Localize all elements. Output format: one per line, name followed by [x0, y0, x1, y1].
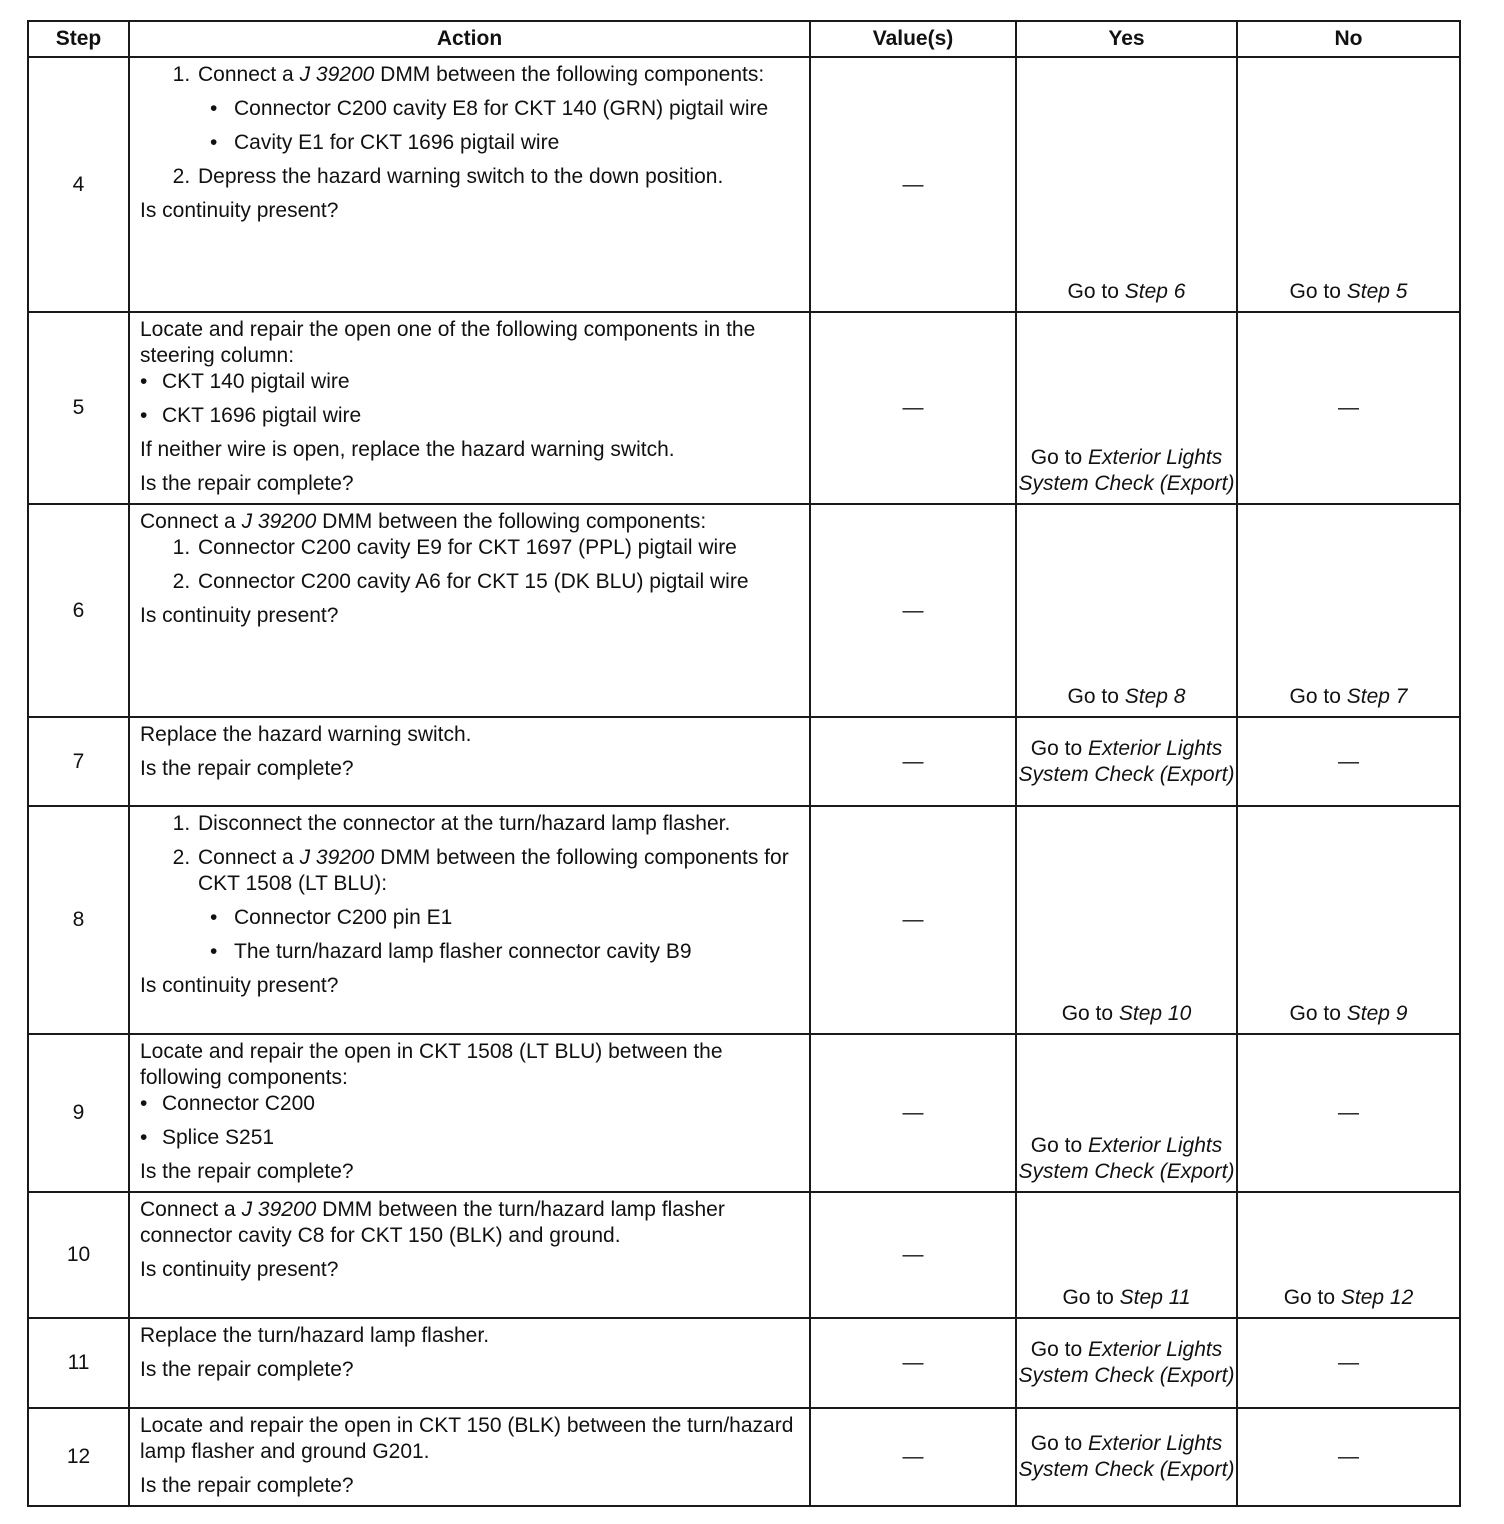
step-link[interactable]: Step 12 [1340, 1286, 1414, 1309]
step-number: 7 [28, 717, 129, 806]
action-text: Replace the hazard warning switch. [140, 723, 472, 746]
no-cell[interactable]: Go to Step 5 [1237, 57, 1460, 312]
action-cell [129, 57, 810, 312]
bullet-list [140, 1091, 799, 1151]
question-text: Is continuity present? [140, 1258, 339, 1281]
list-item: • Cavity E1 for CKT 1696 pigtail wire [232, 130, 799, 156]
header-step: Step [28, 21, 129, 57]
no-cell: — [1237, 1408, 1460, 1506]
value-cell: — [810, 1408, 1016, 1506]
table-row [28, 1318, 1460, 1408]
value-cell: — [810, 1034, 1016, 1192]
action-cell [129, 1318, 810, 1408]
list-item: 1. Disconnect the connector at the turn/hazard lamp flasher. [196, 811, 799, 837]
table-row [28, 1034, 1460, 1192]
step-link[interactable]: Step 5 [1346, 280, 1408, 303]
value-cell: — [810, 1192, 1016, 1318]
header-action: Action [129, 21, 810, 57]
header-row [28, 21, 1460, 57]
yes-cell[interactable]: Go to Step 10 [1016, 806, 1237, 1034]
list-item: • CKT 1696 pigtail wire [162, 403, 799, 429]
step-link[interactable]: Step 8 [1124, 685, 1186, 708]
question-text: Is the repair complete? [140, 472, 354, 495]
header-values: Value(s) [810, 21, 1016, 57]
question-text: Is the repair complete? [140, 757, 354, 780]
value-cell: — [810, 504, 1016, 717]
step-link[interactable]: Step 10 [1118, 1002, 1192, 1025]
step-link[interactable]: Step 7 [1346, 685, 1408, 708]
no-cell: — [1237, 1318, 1460, 1408]
bullet-list [198, 96, 799, 156]
action-text: Replace the turn/hazard lamp flasher. [140, 1324, 490, 1347]
list-item: 2. Connect a J 39200 DMM between the following components for CKT 1508 (LT BLU): • Connector C200 pin E1 • The turn/hazard lamp flasher connector cavity B9 [196, 845, 799, 965]
list-item: • The turn/hazard lamp flasher connector cavity B9 [232, 939, 799, 965]
question-text: Is the repair complete? [140, 1474, 354, 1497]
no-cell: — [1237, 312, 1460, 504]
action-cell [129, 717, 810, 806]
no-cell: — [1237, 717, 1460, 806]
value-cell: — [810, 717, 1016, 806]
step-number: 11 [28, 1318, 129, 1408]
step-link[interactable]: Step 6 [1124, 280, 1186, 303]
step-number: 8 [28, 806, 129, 1034]
question-text: Is the repair complete? [140, 1160, 354, 1183]
step-link[interactable]: Step 11 [1119, 1286, 1191, 1309]
table-row [28, 312, 1460, 504]
list-item: • CKT 140 pigtail wire [162, 369, 799, 395]
action-cell [129, 1034, 810, 1192]
action-text: Connect a J 39200 DMM between the following components: [140, 510, 707, 533]
table-row [28, 806, 1460, 1034]
question-text: Is continuity present? [140, 199, 339, 222]
list-item: 1. Connect a J 39200 DMM between the following components: • Connector C200 cavity E8 for CKT 140 (GRN) pigtail wire • Cavity E1 for CKT 1696 pigtail wire [196, 62, 799, 156]
exterior-lights-check-link[interactable]: Exterior Lights System Check (Export) [1018, 446, 1235, 495]
table-row [28, 504, 1460, 717]
yes-cell[interactable]: Go to Exterior Lights System Check (Export) [1016, 1318, 1237, 1408]
no-cell[interactable]: Go to Step 9 [1237, 806, 1460, 1034]
list-item: 2. Connector C200 cavity A6 for CKT 15 (DK BLU) pigtail wire [196, 569, 799, 595]
question-text: Is continuity present? [140, 604, 339, 627]
numbered-list [140, 811, 799, 965]
exterior-lights-check-link[interactable]: Exterior Lights System Check (Export) [1018, 1134, 1235, 1183]
action-text: Locate and repair the open one of the following components in the steering column: [140, 318, 756, 367]
tool-name: J 39200 [241, 510, 317, 533]
tool-name: J 39200 [299, 63, 375, 86]
list-item: • Connector C200 cavity E8 for CKT 140 (GRN) pigtail wire [232, 96, 799, 122]
yes-cell[interactable]: Go to Step 11 [1016, 1192, 1237, 1318]
list-item: • Connector C200 pin E1 [232, 905, 799, 931]
question-text: Is the repair complete? [140, 1358, 354, 1381]
table-row [28, 57, 1460, 312]
no-cell[interactable]: Go to Step 12 [1237, 1192, 1460, 1318]
step-number: 10 [28, 1192, 129, 1318]
action-cell [129, 1192, 810, 1318]
no-cell: — [1237, 1034, 1460, 1192]
action-text: If neither wire is open, replace the hazard warning switch. [140, 438, 675, 461]
table-row [28, 1408, 1460, 1506]
action-cell [129, 806, 810, 1034]
list-item: 1. Connector C200 cavity E9 for CKT 1697 (PPL) pigtail wire [196, 535, 799, 561]
list-item: • Connector C200 [162, 1091, 799, 1117]
yes-cell[interactable]: Go to Step 6 [1016, 57, 1237, 312]
value-cell: — [810, 806, 1016, 1034]
yes-cell[interactable]: Go to Exterior Lights System Check (Export) [1016, 312, 1237, 504]
step-number: 12 [28, 1408, 129, 1506]
header-yes: Yes [1016, 21, 1237, 57]
value-cell: — [810, 312, 1016, 504]
question-text: Is continuity present? [140, 974, 339, 997]
yes-cell[interactable]: Go to Exterior Lights System Check (Export) [1016, 1408, 1237, 1506]
step-number: 9 [28, 1034, 129, 1192]
value-cell: — [810, 57, 1016, 312]
yes-cell[interactable]: Go to Exterior Lights System Check (Export) [1016, 717, 1237, 806]
step-number: 4 [28, 57, 129, 312]
action-cell [129, 504, 810, 717]
exterior-lights-check-link[interactable]: Exterior Lights System Check (Export) [1018, 1338, 1235, 1387]
numbered-list [140, 535, 799, 595]
action-text: Connect a J 39200 DMM between the turn/hazard lamp flasher connector cavity C8 for CKT 150 (BLK) and ground. [140, 1198, 725, 1247]
list-item: • Splice S251 [162, 1125, 799, 1151]
step-number: 5 [28, 312, 129, 504]
bullet-list [198, 905, 799, 965]
numbered-list [140, 62, 799, 190]
action-cell [129, 312, 810, 504]
step-number: 6 [28, 504, 129, 717]
value-cell: — [810, 1318, 1016, 1408]
action-text: Locate and repair the open in CKT 1508 (LT BLU) between the following components: [140, 1040, 723, 1089]
table-row [28, 1192, 1460, 1318]
action-cell [129, 1408, 810, 1506]
header-no: No [1237, 21, 1460, 57]
action-text: Locate and repair the open in CKT 150 (BLK) between the turn/hazard lamp flasher and ground G201. [140, 1414, 794, 1463]
list-item: 2. Depress the hazard warning switch to the down position. [196, 164, 799, 190]
tool-name: J 39200 [241, 1198, 317, 1221]
yes-cell[interactable]: Go to Exterior Lights System Check (Export) [1016, 1034, 1237, 1192]
step-link[interactable]: Step 9 [1346, 1002, 1408, 1025]
yes-cell[interactable]: Go to Step 8 [1016, 504, 1237, 717]
table-row [28, 717, 1460, 806]
exterior-lights-check-link[interactable]: Exterior Lights System Check (Export) [1018, 1432, 1235, 1481]
bullet-list [140, 369, 799, 429]
tool-name: J 39200 [299, 846, 375, 869]
no-cell[interactable]: Go to Step 7 [1237, 504, 1460, 717]
exterior-lights-check-link[interactable]: Exterior Lights System Check (Export) [1018, 736, 1235, 786]
diagnostic-table [27, 20, 1461, 1507]
